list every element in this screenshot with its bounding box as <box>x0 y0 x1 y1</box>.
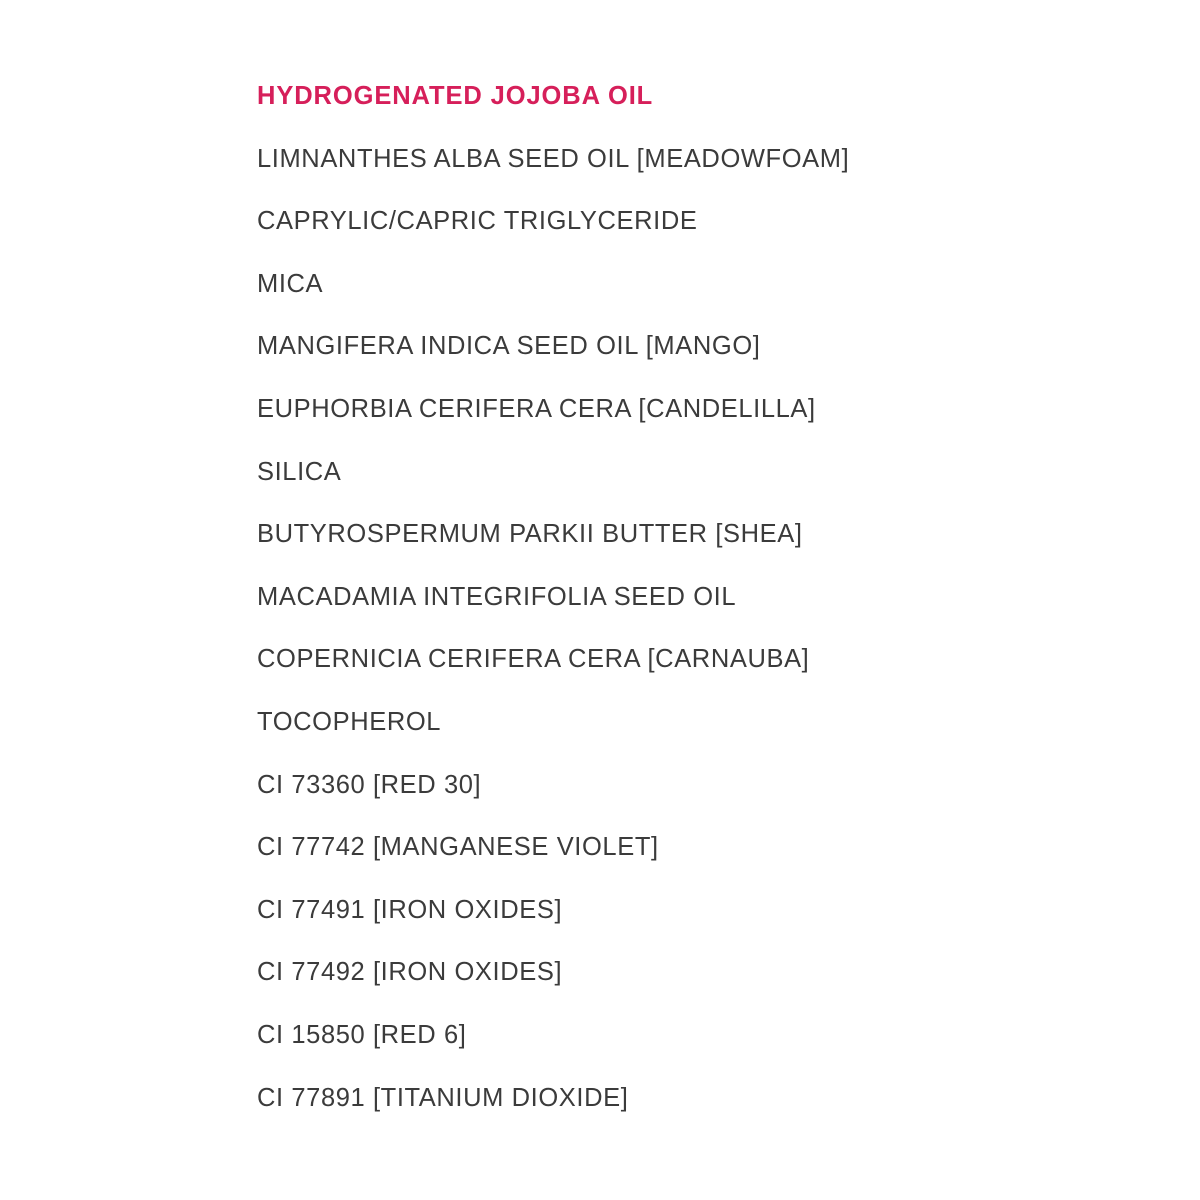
ingredient-highlighted: HYDROGENATED JOJOBA OIL <box>257 82 654 110</box>
ingredients-list <box>257 76 849 1140</box>
ingredient-item: CI 77491 [IRON OXIDES] <box>257 895 563 924</box>
ingredient-item: COPERNICIA CERIFERA CERA [CARNAUBA] <box>257 645 810 674</box>
ingredient-item: TOCOPHEROL <box>257 707 442 736</box>
ingredient-item: EUPHORBIA CERIFERA CERA [CANDELILLA] <box>257 394 816 423</box>
ingredient-item: CI 73360 [RED 30] <box>257 770 482 799</box>
ingredient-item: CI 77891 [TITANIUM DIOXIDE] <box>257 1083 629 1112</box>
ingredient-item: CAPRYLIC/CAPRIC TRIGLYCERIDE <box>257 207 698 236</box>
ingredient-item: CI 77742 [MANGANESE VIOLET] <box>257 833 659 862</box>
ingredient-item: MANGIFERA INDICA SEED OIL [MANGO] <box>257 332 761 361</box>
ingredient-item: LIMNANTHES ALBA SEED OIL [MEADOWFOAM] <box>257 144 850 173</box>
ingredient-item: CI 15850 [RED 6] <box>257 1020 467 1049</box>
ingredient-item: SILICA <box>257 457 342 486</box>
ingredient-item: BUTYROSPERMUM PARKII BUTTER [SHEA] <box>257 520 803 549</box>
ingredient-item: MICA <box>257 269 324 298</box>
ingredient-item: CI 77492 [IRON OXIDES] <box>257 958 563 987</box>
ingredient-item: MACADAMIA INTEGRIFOLIA SEED OIL <box>257 582 737 611</box>
